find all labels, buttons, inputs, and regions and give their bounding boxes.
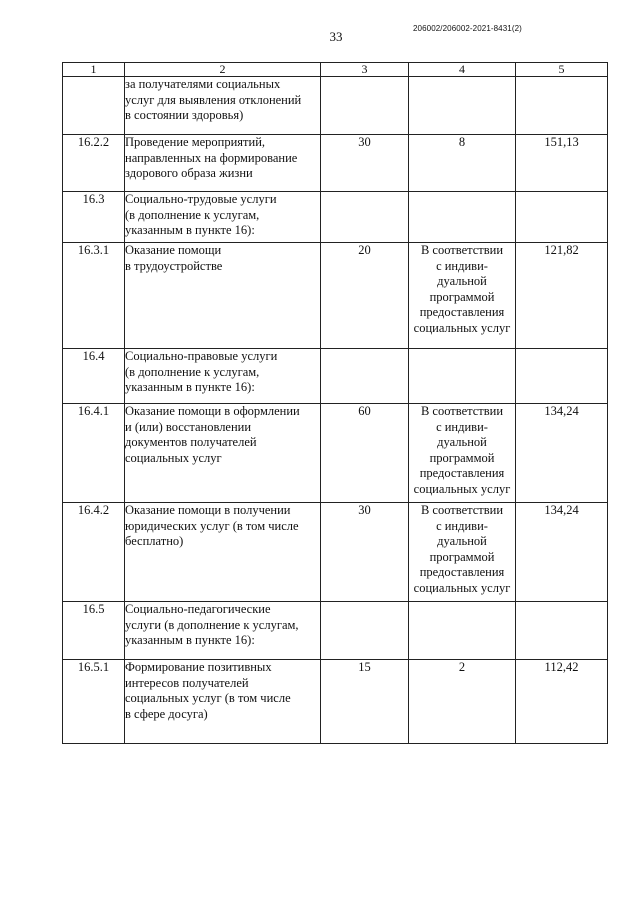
column-number-3: 3 [321,63,409,77]
column-4-line: социальных услуг [413,320,511,335]
item-number-cell: 16.3.1 [63,243,125,349]
column-4-value-cell [409,135,516,192]
column-4-value-cell [409,192,516,243]
table-row [63,77,608,135]
column-number-5: 5 [516,63,608,77]
item-number-cell: 16.4 [63,349,125,404]
column-4-value-cell [409,349,516,404]
table-row [63,243,608,349]
table-body [63,77,608,744]
service-name-line: услуг для выявления отклонений [125,92,302,107]
column-4-value-cell [409,660,516,744]
service-name-line: (в дополнение к услугам, [125,364,260,379]
price-cell [516,602,608,660]
service-name-cell [125,349,321,404]
column-4-line: В соответствии [420,243,504,257]
column-4-line: В соответствии [420,503,504,517]
service-name-line: в состоянии здоровья) [125,108,244,123]
column-4-value-cell [409,77,516,135]
price-cell: 121,82 [516,243,608,349]
service-name-cell [125,660,321,744]
service-name-line: в сфере досуга) [125,706,208,721]
service-name-line: за получателями социальных [125,77,281,91]
service-name-line: (в дополнение к услугам, [125,207,260,222]
column-3-value-cell: 30 [321,135,409,192]
service-name-line: услуги (в дополнение к услугам, [125,617,299,632]
service-name-line: указанным в пункте 16): [125,223,255,238]
table-row [63,503,608,602]
column-4-line: программой [429,450,495,465]
item-number-cell: 16.4.2 [63,503,125,602]
service-name-line: Оказание помощи в оформлении [125,404,300,418]
price-cell [516,349,608,404]
column-4-line: с индиви- [436,518,488,533]
service-name-line: Формирование позитивных [125,660,272,674]
item-number-cell: 16.3 [63,192,125,243]
column-4-value-cell [409,503,516,602]
service-name-cell [125,135,321,192]
column-4-line: 8 [458,135,466,149]
column-4-line: предоставления [419,466,505,481]
price-cell: 151,13 [516,135,608,192]
item-number-cell: 16.5 [63,602,125,660]
column-4-line: социальных услуг [413,580,511,595]
column-4-value-cell [409,243,516,349]
services-table [62,62,608,744]
table-row [63,602,608,660]
service-name-line: указанным в пункте 16): [125,380,255,395]
service-name-line: Оказание помощи в получении [125,503,291,517]
item-number-cell [63,77,125,135]
column-4-line: дуальной [437,274,487,289]
column-4-line: социальных услуг [413,481,511,496]
table-row [63,349,608,404]
price-cell: 112,42 [516,660,608,744]
item-number-cell: 16.4.1 [63,404,125,503]
column-3-value-cell [321,77,409,135]
column-4-value-cell [409,602,516,660]
column-4-line: программой [429,549,495,564]
column-3-value-cell: 30 [321,503,409,602]
service-name-cell [125,243,321,349]
service-name-line: указанным в пункте 16): [125,633,255,648]
table-row [63,660,608,744]
column-number-1: 1 [63,63,125,77]
service-name-line: здорового образа жизни [125,166,253,181]
column-number-4: 4 [409,63,516,77]
service-name-cell [125,404,321,503]
table-row [63,135,608,192]
price-cell: 134,24 [516,404,608,503]
price-cell: 134,24 [516,503,608,602]
price-cell [516,192,608,243]
service-name-line: направленных на формирование [125,150,298,165]
column-4-line: программой [429,289,495,304]
table-header-row [63,63,608,77]
column-4-line: с индиви- [436,419,488,434]
service-name-line: документов получателей [125,435,257,450]
column-4-value-cell [409,404,516,503]
column-4-line: дуальной [437,534,487,549]
service-name-cell [125,192,321,243]
document-id: 206002/206002-2021-8431(2) [413,24,522,33]
service-name-line: в трудоустройстве [125,258,223,273]
service-name-line: Социально-трудовые услуги [125,192,277,206]
service-name-cell [125,503,321,602]
column-4-line: дуальной [437,435,487,450]
service-name-line: социальных услуг [125,450,222,465]
service-name-line: Социально-педагогические [125,602,271,616]
service-name-line: и (или) восстановлении [125,419,252,434]
item-number-cell: 16.5.1 [63,660,125,744]
price-cell [516,77,608,135]
item-number-cell: 16.2.2 [63,135,125,192]
table-row [63,404,608,503]
table-row [63,192,608,243]
column-4-line: с индиви- [436,258,488,273]
service-name-cell [125,602,321,660]
column-3-value-cell: 60 [321,404,409,503]
service-name-cell [125,77,321,135]
service-name-line: Социально-правовые услуги [125,349,278,363]
service-name-line: социальных услуг (в том числе [125,691,291,706]
service-name-line: интересов получателей [125,675,249,690]
page-number: 33 [329,29,343,44]
column-4-line: предоставления [419,565,505,580]
column-3-value-cell: 15 [321,660,409,744]
service-name-line: юридических услуг (в том числе [125,518,299,533]
column-3-value-cell [321,192,409,243]
column-3-value-cell [321,349,409,404]
column-4-line: предоставления [419,305,505,320]
column-3-value-cell [321,602,409,660]
column-3-value-cell: 20 [321,243,409,349]
column-4-line: 2 [458,660,466,674]
service-name-line: бесплатно) [125,534,184,549]
column-4-line: В соответствии [420,404,504,418]
service-name-line: Проведение мероприятий, [125,135,266,149]
column-number-2: 2 [125,63,321,77]
service-name-line: Оказание помощи [125,243,222,257]
